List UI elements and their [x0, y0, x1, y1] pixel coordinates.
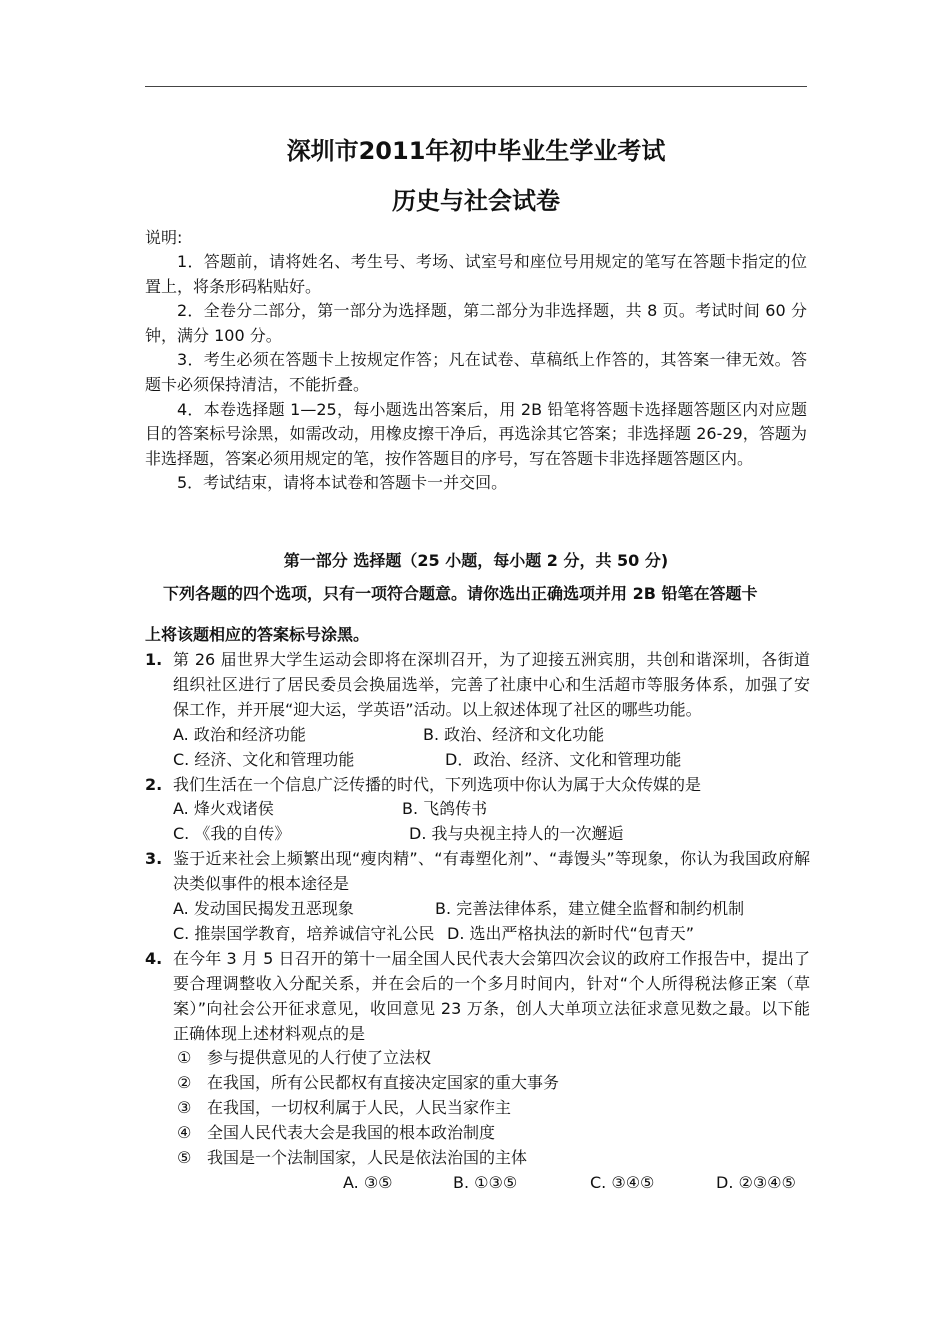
question-4 — [145, 947, 810, 1196]
option-row — [173, 1171, 810, 1196]
notes-list — [145, 250, 807, 496]
option-d[interactable]: D. ②③④⑤ — [716, 1172, 796, 1192]
question-text: 我们生活在一个信息广泛传播的时代，下列选项中你认为属于大众传媒的是 — [173, 774, 702, 794]
statement-text: 参与提供意见的人行使了立法权 — [207, 1048, 432, 1068]
exam-title: 深圳市2011年初中毕业生学业考试 — [286, 137, 666, 165]
note-item: 2．全卷分二部分，第一部分为选择题，第二部分为非选择题，共 8 页。考试时间 60 分钟，满分 100 分。 — [145, 301, 807, 345]
note-item: 5．考试结束，请将本试卷和答题卡一并交回。 — [177, 473, 508, 493]
option-b[interactable]: B. 政治、经济和文化功能 — [423, 724, 605, 744]
statement-text: 在我国，一切权利属于人民，人民当家作主 — [207, 1098, 512, 1118]
statement-text: 全国人民代表大会是我国的根本政治制度 — [207, 1123, 496, 1143]
question-number: 2. — [145, 774, 163, 794]
option-b[interactable]: B. 飞鸽传书 — [402, 799, 488, 819]
statement-mark: ⑤ — [177, 1148, 192, 1168]
notes-heading: 说明: — [145, 228, 183, 247]
statement-item — [173, 1071, 810, 1096]
note-item: 4．本卷选择题 1—25，每小题选出答案后，用 2B 铅笔将答题卡选择题答题区内对应题目的答案标号涂黑，如需改动，用橡皮擦干净后，再选涂其它答案；非选择题 26-29，答题为非选择题，答案必须用规定的笔，按作答题目的序号，写在答题卡非选择题答题区内。 — [145, 399, 807, 468]
question-text: 鉴于近来社会上频繁出现“瘦肉精”、“有毒塑化剂”、“毒馒头”等现象，你认为我国政府解决类似事件的根本途径是 — [173, 849, 810, 894]
question-number: 3. — [145, 849, 163, 869]
question-3 — [145, 847, 810, 947]
statement-item — [173, 1121, 810, 1146]
option-a[interactable]: A. ③⑤ — [343, 1172, 393, 1192]
option-b[interactable]: B. 完善法律体系，建立健全监督和制约机制 — [435, 899, 745, 918]
option-c[interactable]: C. ③④⑤ — [590, 1172, 655, 1192]
statement-text: 在我国，所有公民都权有直接决定国家的重大事务 — [207, 1073, 560, 1093]
option-d[interactable]: D. 我与央视主持人的一次邂逅 — [409, 824, 624, 844]
option-row — [173, 897, 810, 922]
option-b[interactable]: B. ①③⑤ — [453, 1172, 518, 1192]
option-row — [173, 797, 810, 822]
option-a[interactable]: A. 发动国民揭发丑恶现象 — [173, 899, 354, 918]
instruction-line-2: 上将该题相应的答案标号涂黑。 — [145, 625, 370, 644]
question-number: 4. — [145, 948, 163, 968]
question-2 — [145, 773, 810, 848]
statement-item — [173, 1046, 810, 1071]
part-title: 第一部分 选择题（25 小题，每小题 2 分，共 50 分) — [283, 551, 669, 570]
option-c[interactable]: C. 推崇国学教育，培养诚信守礼公民 — [173, 923, 435, 943]
note-item: 1．答题前，请将姓名、考生号、考场、试室号和座位号用规定的笔写在答题卡指定的位置上，将条形码粘贴好。 — [145, 252, 807, 296]
option-d[interactable]: D．政治、经济、文化和管理功能 — [445, 749, 682, 769]
option-c[interactable]: C. 经济、文化和管理功能 — [173, 749, 355, 769]
option-c[interactable]: C. 《我的自传》 — [173, 824, 291, 844]
statement-item — [173, 1096, 810, 1121]
note-item: 3．考生必须在答题卡上按规定作答；凡在试卷、草稿纸上作答的，其答案一律无效。答题卡必须保持清洁，不能折叠。 — [145, 350, 807, 394]
question-number: 1. — [145, 650, 163, 669]
option-d[interactable]: D. 选出严格执法的新时代“包青天” — [447, 923, 695, 943]
option-row — [173, 922, 810, 947]
statement-text: 我国是一个法制国家，人民是依法治国的主体 — [207, 1148, 528, 1168]
statement-mark: ③ — [177, 1098, 192, 1118]
header-rule — [145, 86, 807, 87]
question-list — [145, 648, 810, 1196]
statement-mark: ① — [177, 1048, 192, 1068]
option-row — [173, 723, 810, 748]
statement-mark: ② — [177, 1073, 192, 1093]
instruction-line-1: 下列各题的四个选项，只有一项符合题意。请你选出正确选项并用 2B 铅笔在答题卡 — [163, 584, 758, 603]
statement-item — [173, 1146, 810, 1171]
statement-mark: ④ — [177, 1123, 192, 1143]
question-text: 在今年 3 月 5 日召开的第十一届全国人民代表大会第四次会议的政府工作报告中，提出了要合理调整收入分配关系，并在会后的一个多月时间内，针对“个人所得税法修正案（草案）”向社会公开征求意见，收回意见 23 万条，创人大单项立法征求意见数之最。以下能正确体现上述材料观点的是 — [173, 948, 810, 1043]
option-a[interactable]: A. 烽火戏诸侯 — [173, 799, 274, 819]
option-row — [173, 748, 810, 773]
exam-subtitle: 历史与社会试卷 — [392, 187, 560, 215]
question-text: 第 26 届世界大学生运动会即将在深圳召开，为了迎接五洲宾朋，共创和谐深圳，各街道组织社区进行了居民委员会换届选举，完善了社康中心和生活超市等服务体系，加强了安保工作，并开展“迎大运，学英语”活动。以上叙述体现了社区的哪些功能。 — [173, 650, 810, 719]
option-row — [173, 822, 810, 847]
option-a[interactable]: A. 政治和经济功能 — [173, 724, 306, 744]
question-1 — [145, 648, 810, 773]
